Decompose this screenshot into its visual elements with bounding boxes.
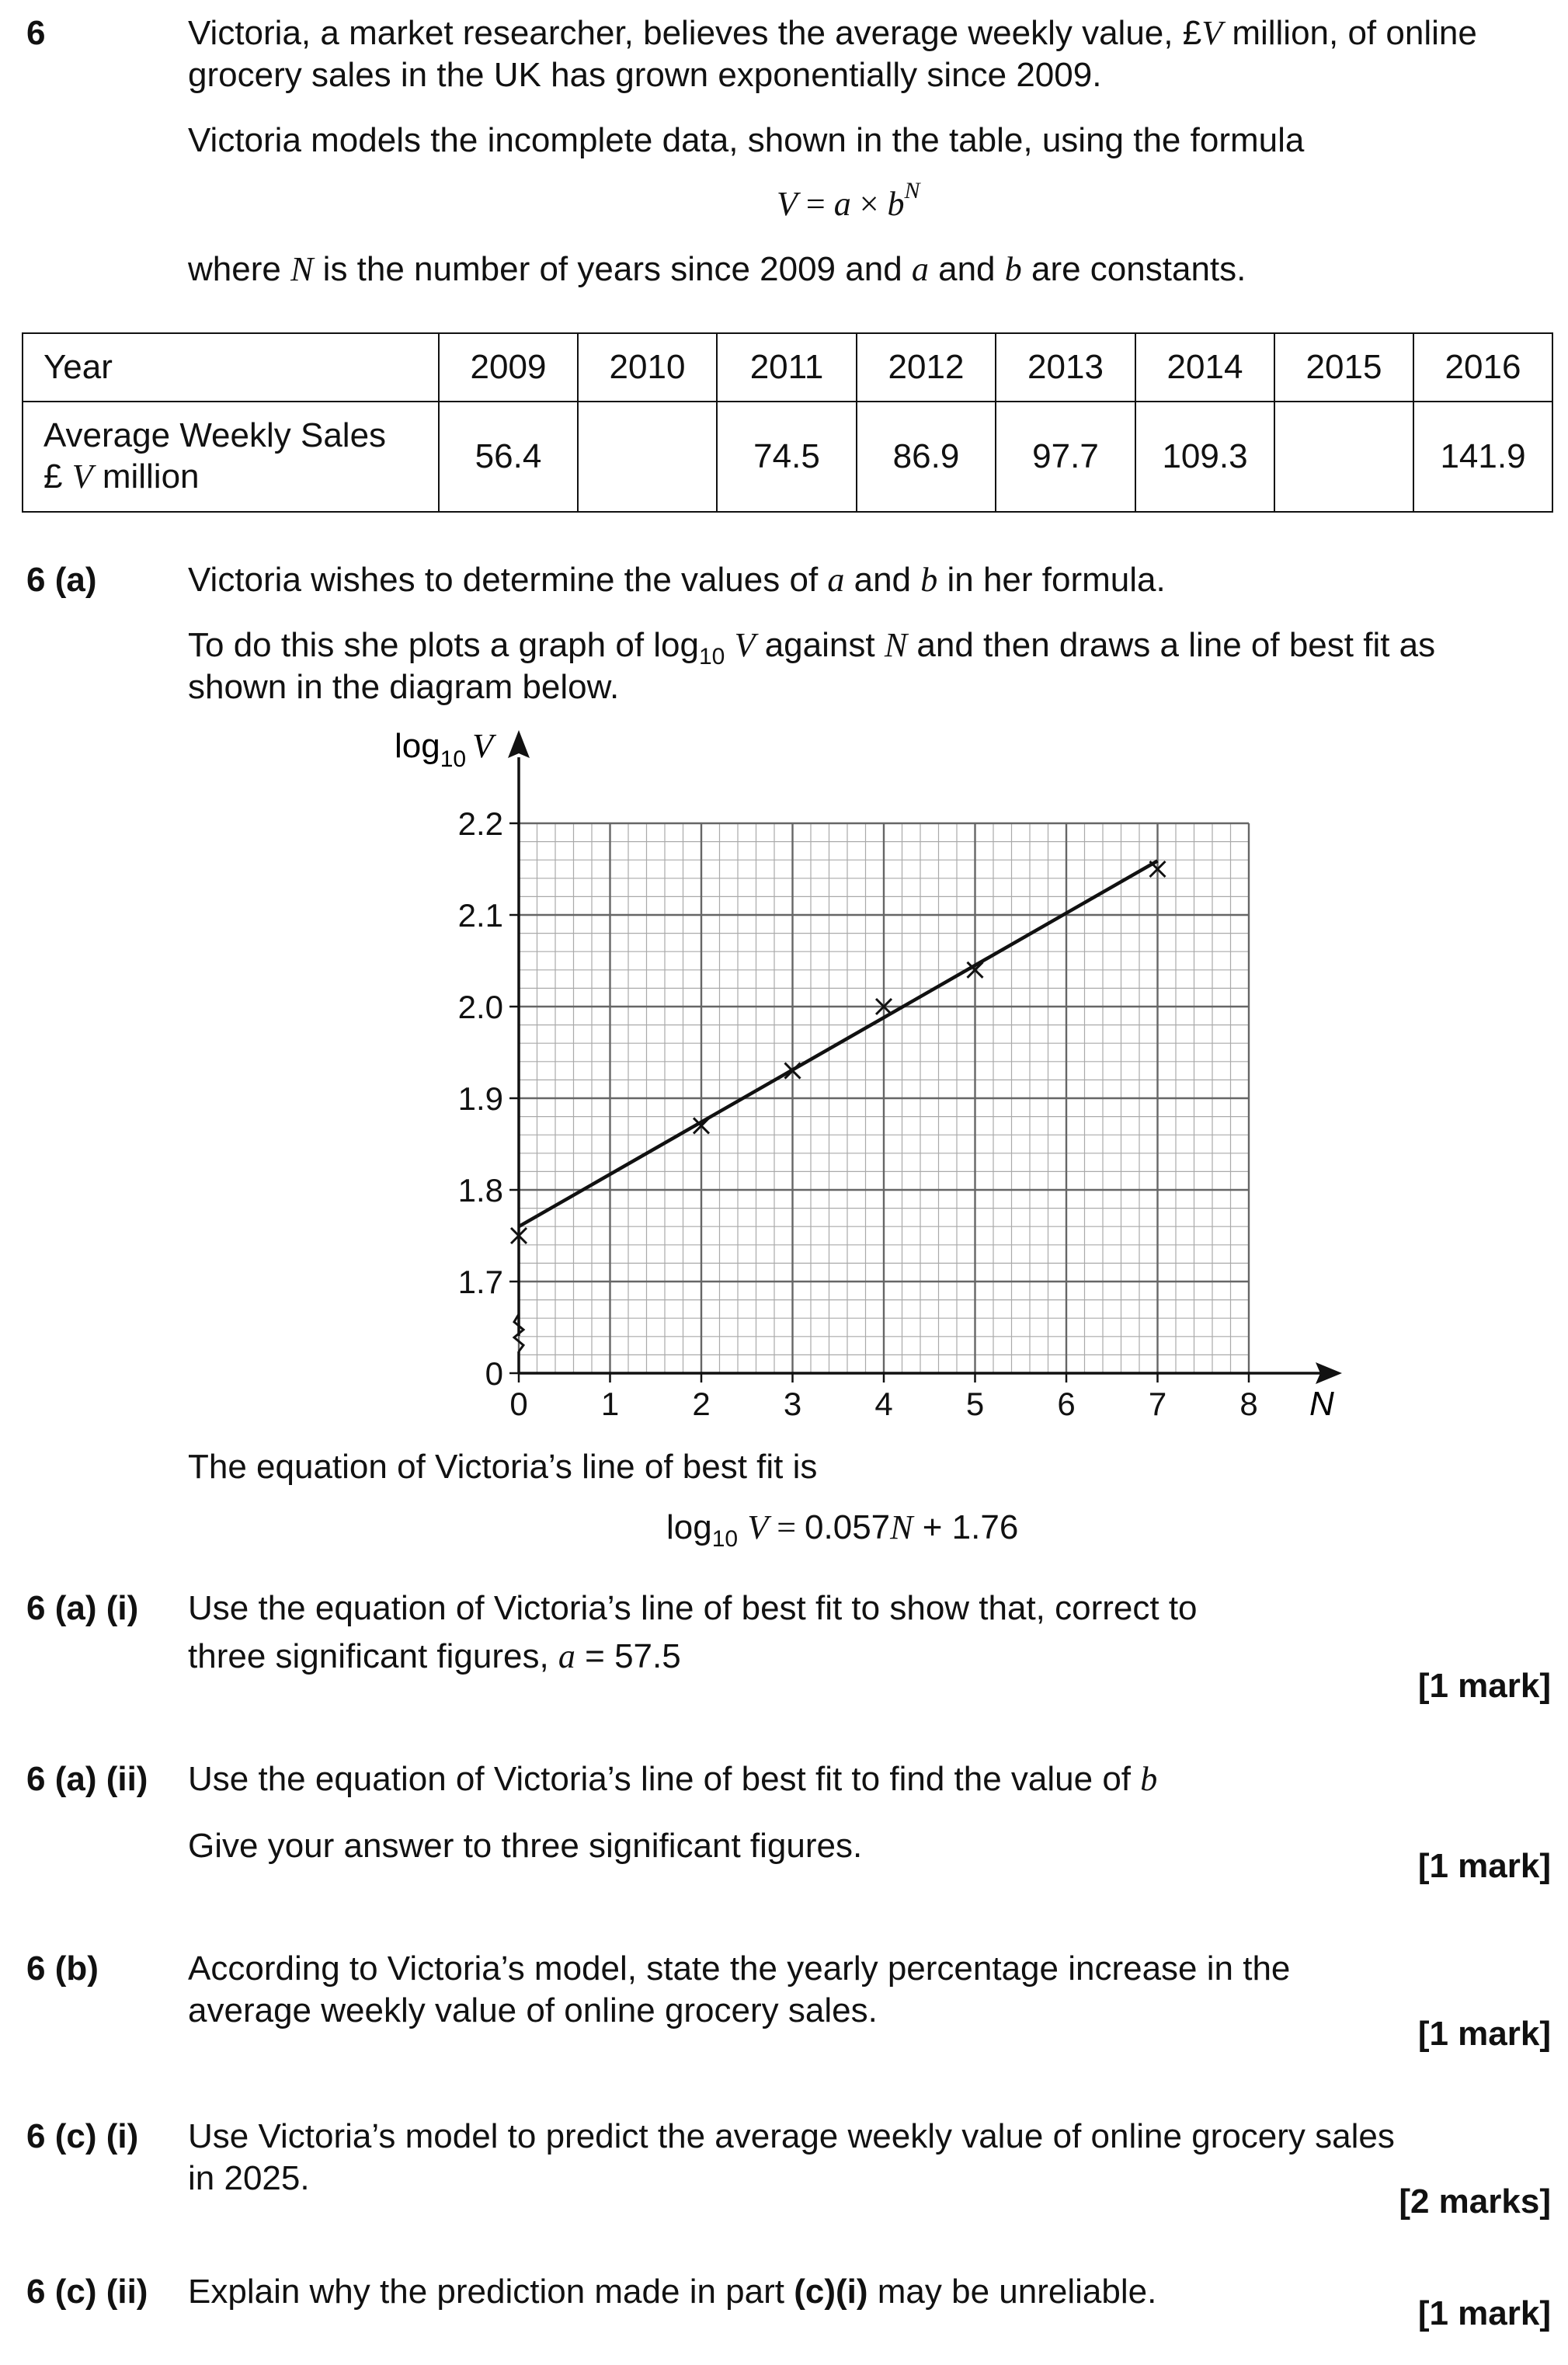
part-a-label: 6 (a) (26, 561, 97, 599)
x-tick-label: 5 (965, 1386, 985, 1422)
part-b-line-1: According to Victoria’s model, state the yearly percentage increase in the (188, 1949, 1291, 1988)
part-a-line-2: To do this she plots a graph of $\log_{10} V$ against N and then draws a line of best fit as (188, 626, 1436, 670)
table-cell-sales: 74.5 (717, 402, 857, 512)
table-row-year (23, 333, 1552, 402)
y-tick-label: 0 (485, 1355, 503, 1392)
part-a-line-1: Victoria wishes to determine the values of a and b in her formula. (188, 561, 1166, 599)
part-a-line-3: shown in the diagram below. (188, 668, 620, 706)
x-tick-label: 4 (874, 1386, 893, 1422)
x-tick-label: 2 (692, 1386, 711, 1422)
table-cell-year: 2013 (996, 333, 1135, 402)
formula: $V = a \times b^N$ (777, 178, 920, 223)
data-table (22, 332, 1553, 513)
best-fit-equation: $\log_{10} V = 0.057N + 1.76$ (666, 1508, 1019, 1552)
part-c-ii-line-1: Explain why the prediction made in part (c)(i) may be unreliable. (188, 2273, 1157, 2311)
table-cell-sales (578, 402, 717, 512)
part-a-ii-label: 6 (a) (ii) (26, 1760, 148, 1798)
table-header-sales: Average Weekly Sales £ V million (23, 402, 439, 512)
log-graph (0, 699, 1568, 1476)
part-c-i-marks: [2 marks] (1399, 2182, 1551, 2221)
x-tick-label: 7 (1148, 1386, 1167, 1422)
part-b-label: 6 (b) (26, 1949, 99, 1988)
where-line: where N is the number of years since 2009 and a and b are constants. (188, 250, 1246, 288)
x-tick-label: 6 (1057, 1386, 1076, 1422)
table-cell-year: 2009 (439, 333, 578, 402)
y-tick-label: 2.1 (457, 897, 503, 934)
table-cell-year: 2010 (578, 333, 717, 402)
table-cell-sales: 56.4 (439, 402, 578, 512)
table-cell-sales (1274, 402, 1413, 512)
part-a-i-line-1: Use the equation of Victoria’s line of best fit to show that, correct to (188, 1589, 1198, 1627)
models-line: Victoria models the incomplete data, shown in the table, using the formula (188, 121, 1305, 159)
table-cell-year: 2015 (1274, 333, 1413, 402)
table-cell-sales: 141.9 (1413, 402, 1552, 512)
table-cell-year: 2011 (717, 333, 857, 402)
x-tick-label: 1 (600, 1386, 620, 1422)
table-cell-sales: 86.9 (857, 402, 996, 512)
part-c-ii-label: 6 (c) (ii) (26, 2273, 148, 2311)
table-cell-sales: 97.7 (996, 402, 1135, 512)
y-axis-label: $\log_{10} V$ (395, 727, 493, 772)
table-cell-year: 2014 (1135, 333, 1274, 402)
part-c-ii-marks: [1 mark] (1417, 2294, 1551, 2332)
table-cell-year: 2016 (1413, 333, 1552, 402)
part-a-ii-line-2: Give your answer to three significant figures. (188, 1827, 863, 1865)
question-number: 6 (26, 14, 46, 52)
x-axis-label: N (1309, 1385, 1334, 1423)
x-tick-label: 3 (783, 1386, 802, 1422)
y-tick-label: 2.2 (457, 805, 503, 842)
intro-line-1: Victoria, a market researcher, believes the average weekly value, £V million, of online (188, 14, 1477, 52)
intro-line-2: grocery sales in the UK has grown exponentially since 2009. (188, 56, 1102, 94)
y-tick-label: 1.7 (457, 1264, 503, 1300)
part-a-ii-marks: [1 mark] (1417, 1847, 1551, 1885)
x-tick-label: 0 (509, 1386, 528, 1422)
part-c-i-label: 6 (c) (i) (26, 2117, 139, 2155)
part-b-line-2: average weekly value of online grocery sales. (188, 1991, 878, 2029)
part-a-ii-line-1: Use the equation of Victoria’s line of best fit to find the value of b (188, 1760, 1158, 1798)
y-tick-label: 1.8 (457, 1172, 503, 1209)
table-cell-year: 2012 (857, 333, 996, 402)
y-tick-label: 2.0 (457, 989, 503, 1025)
table-cell-sales: 109.3 (1135, 402, 1274, 512)
tick-labels (458, 805, 1258, 1422)
y-axis-arrow (508, 730, 530, 758)
part-c-i-line-2: in 2025. (188, 2159, 310, 2197)
axes (508, 730, 1342, 1384)
part-c-i-line-1: Use Victoria’s model to predict the average weekly value of online grocery sales (188, 2117, 1395, 2155)
table-row-sales (23, 402, 1552, 512)
part-b-marks: [1 mark] (1417, 2015, 1551, 2053)
part-a-i-label: 6 (a) (i) (26, 1589, 139, 1627)
y-tick-label: 1.9 (457, 1080, 503, 1117)
table-header-year: Year (23, 333, 439, 402)
x-tick-label: 8 (1239, 1386, 1258, 1422)
eq-intro: The equation of Victoria’s line of best fit is (188, 1448, 818, 1486)
part-a-i-marks: [1 mark] (1417, 1667, 1551, 1705)
part-a-i-line-2: three significant figures, a = 57.5 (188, 1637, 681, 1675)
